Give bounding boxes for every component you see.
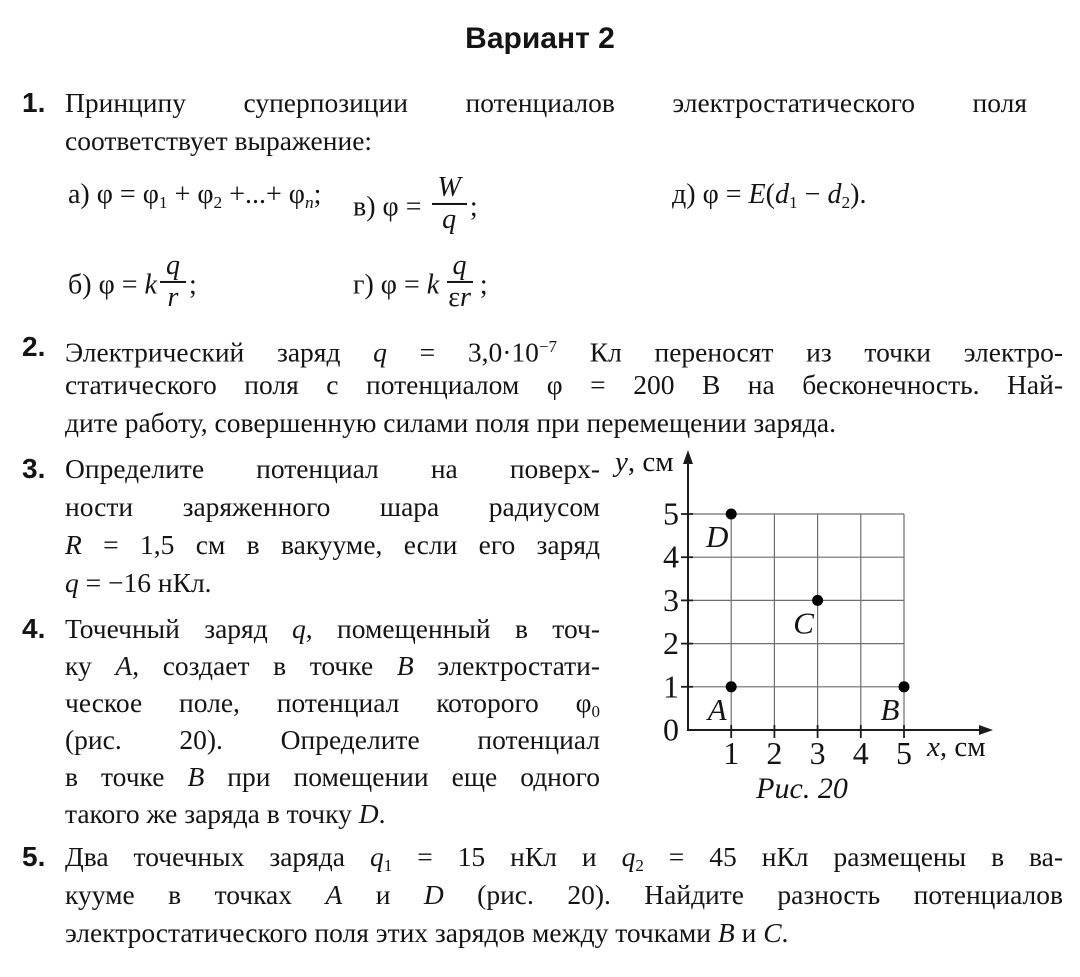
problem-text-line: (рис. 20). Определите потенциал (65, 724, 600, 755)
x-tick-label: 1 (723, 735, 740, 771)
problem-text-line: Два точечных заряда q1 = 15 нКл и q2 = 45 нКл размещены в ва- (65, 841, 1064, 875)
y-tick-label: 3 (663, 581, 679, 618)
problem-number: 3. (22, 453, 46, 484)
problem-text-line: в точке B при помещении еще одного (65, 761, 600, 792)
problem-text (65, 450, 600, 602)
y-tick-label: 4 (663, 538, 679, 575)
x-tick-label: 4 (852, 735, 869, 771)
problem-text (65, 328, 1063, 442)
point-label-D: D (706, 519, 729, 554)
point-label-C: C (793, 605, 814, 641)
figure-svg (595, 442, 1015, 822)
problem-4 (22, 610, 600, 832)
problem-text (65, 610, 600, 832)
problem-text-line: такого же заряда в точку D. (65, 798, 386, 829)
problem-number: 1. (22, 87, 46, 118)
formula-option-d: д) φ = E(d1 − d2). (672, 179, 867, 212)
problem-text-line: электростатического поля этих зарядов между точками B и C. (65, 917, 789, 948)
problem-text-line: Определите потенциал на поверх- (65, 453, 600, 484)
problem-text-line: Точечный заряд q, помещенный в точ- (65, 613, 600, 644)
y-axis-arrow (683, 450, 693, 464)
point-label-A: A (707, 691, 727, 727)
point-D (726, 509, 737, 520)
problem-text-line: R = 1,5 см в вакууме, если его заряд (65, 529, 600, 560)
problem-text-line: соответствует выражение: (65, 125, 373, 156)
problem-text (65, 838, 1063, 952)
problem-text (65, 84, 1027, 160)
problem-text-line: ческое поле, потенциал которого φ0 (65, 687, 600, 721)
formula-option-b: б) φ = k $\frac{q}{r}$ ; (68, 249, 197, 314)
problem-number: 2. (22, 331, 46, 362)
y-axis-label: y, см (615, 446, 674, 478)
x-tick-label: 2 (766, 735, 783, 771)
formula-option-v: в) φ = $\frac{W}{q}$ ; (353, 171, 478, 236)
x-tick-label: 3 (809, 735, 826, 771)
point-A (726, 681, 737, 692)
point-label-B: B (880, 691, 900, 727)
formula-option-g: г) φ = k $\frac{q}{\varepsilon r}$ ; (353, 249, 488, 314)
problem-5 (22, 838, 1067, 952)
problem-text-line: ности заряженного шара радиусом (65, 491, 600, 522)
problem-text-line: кууме в точках A и D (рис. 20). Найдите разность потенциалов (65, 879, 1063, 910)
figure-ris-20 (595, 442, 1015, 822)
problem-text-line: дите работу, совершенную силами поля при перемещении заряда. (65, 407, 836, 438)
point-C (812, 595, 823, 606)
y-tick-label: 0 (663, 711, 679, 748)
problem-number: 5. (22, 841, 46, 872)
problem-text-line: статического поля с потенциалом φ = 200 В на бесконечность. Най- (65, 369, 1063, 400)
problem-text-line: Электрический заряд $q = 3,0\cdot 10^{-7}$ Кл переносят из точки электро- (65, 336, 1063, 368)
figure-caption: Рис. 20 (756, 772, 848, 805)
y-tick-label: 1 (663, 668, 679, 705)
y-tick-label: 5 (663, 495, 679, 532)
point-B (899, 681, 910, 692)
y-tick-label: 2 (663, 625, 679, 662)
x-tick-label: 5 (896, 735, 912, 771)
problem-text-line: Принципу суперпозиции потенциалов электростатического поля (65, 87, 1027, 118)
formula-option-a: а) φ = φ1 + φ2 +...+ φn; (68, 179, 322, 212)
problem-number: 4. (22, 613, 46, 644)
problem-3 (22, 450, 600, 602)
page-title: Вариант 2 (465, 22, 615, 55)
problem-1 (22, 84, 1032, 319)
problem-text-line: ку A, создает в точке B электростати- (65, 650, 600, 681)
problem-text-line: q = −16 нКл. (65, 567, 212, 598)
problem-2 (22, 328, 1067, 442)
x-axis-label: x, см (927, 731, 986, 763)
